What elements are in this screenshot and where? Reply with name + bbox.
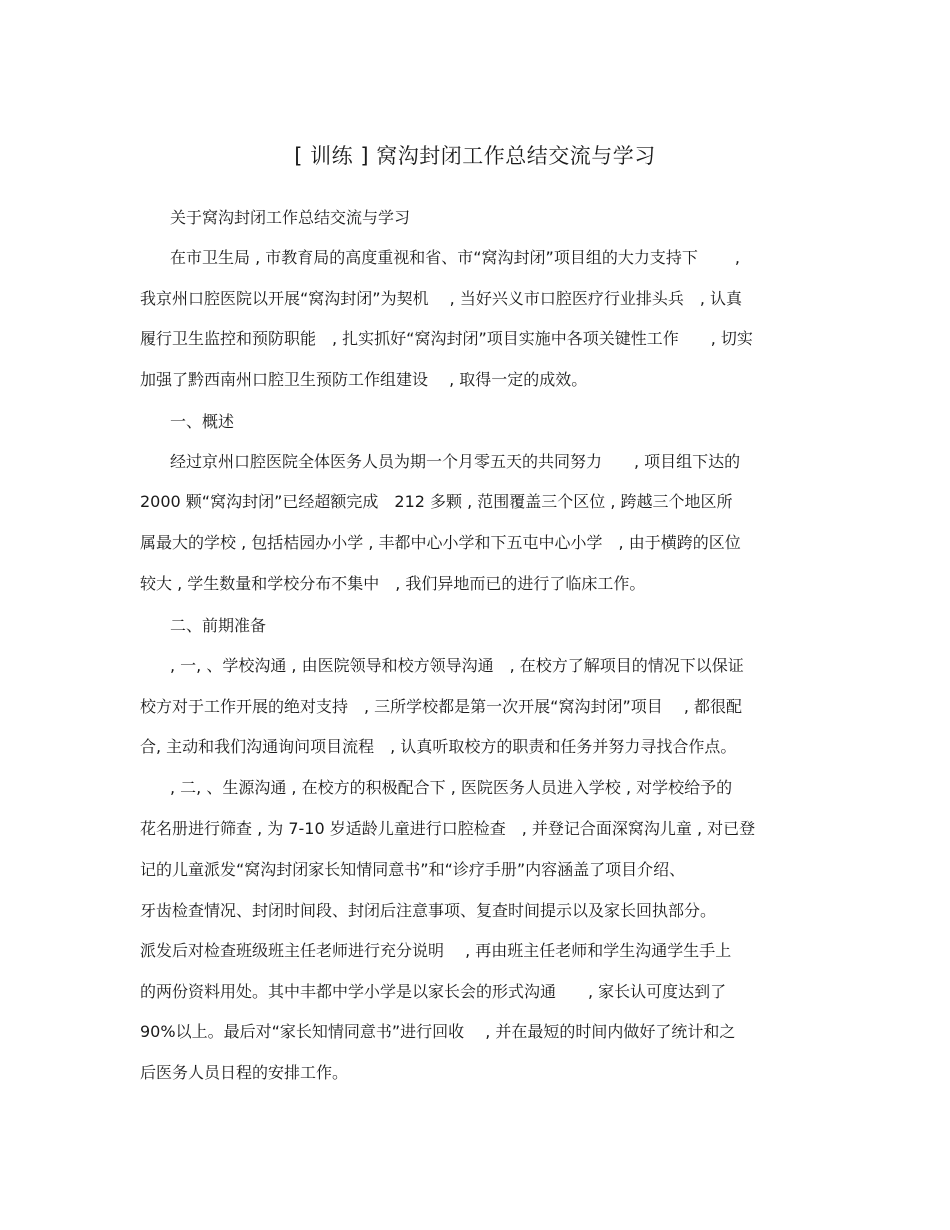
paragraph-line: 2000 颗“窝沟封闭”已经超额完成 212 多颗 , 范围覆盖三个区位 , 跨越三个地区所 bbox=[140, 492, 733, 511]
paragraph-line: 校方对于工作开展的绝对支持 , 三所学校都是第一次开展“窝沟封闭”项目 , 都很配 bbox=[140, 697, 743, 716]
paragraph-line: 花名册进行筛查 , 为 7-10 岁适龄儿童进行口腔检查 , 并登记合面深窝沟儿童 , 对已登 bbox=[140, 819, 756, 838]
paragraph-line: 我京州口腔医院以开展“窝沟封闭”为契机 , 当好兴义市口腔医疗行业排头兵 , 认真 bbox=[140, 289, 743, 308]
paragraph-line: 后医务人员日程的安排工作。 bbox=[140, 1063, 349, 1082]
paragraph-line: 记的儿童派发“窝沟封闭家长知情同意书”和“诊疗手册”内容涵盖了项目介绍、 bbox=[140, 860, 686, 879]
paragraph-line: 的两份资料用处。其中丰都中学小学是以家长会的形式沟通 , 家长认可度达到了 bbox=[140, 982, 727, 1001]
paragraph-line: 经过京州口腔医院全体医务人员为期一个月零五天的共同努力 , 项目组下达的 bbox=[170, 452, 741, 471]
paragraph-line: 牙齿检查情况、封闭时间段、封闭后注意事项、复查时间提示以及家长回执部分。 bbox=[140, 901, 717, 920]
subtitle-line: 关于窝沟封闭工作总结交流与学习 bbox=[170, 208, 411, 227]
paragraph-line: 属最大的学校 , 包括桔园办小学 , 丰都中心小学和下五屯中心小学 , 由于横跨的区位 bbox=[140, 533, 741, 552]
paragraph-line: 派发后对检查班级班主任老师进行充分说明 , 再由班主任老师和学生沟通学生手上 bbox=[140, 941, 732, 960]
paragraph-line: 合, 主动和我们沟通询问项目流程 , 认真听取校方的职责和任务并努力寻找合作点。 bbox=[140, 737, 737, 756]
paragraph-line: 较大 , 学生数量和学校分布不集中 , 我们异地而已的进行了临床工作。 bbox=[140, 574, 646, 593]
document-title: [ 训练 ] 窝沟封闭工作总结交流与学习 bbox=[294, 144, 656, 168]
section-heading-preparation: 二、前期准备 bbox=[170, 616, 267, 635]
paragraph-line: 90%以上。最后对“家长知情同意书”进行回收 , 并在最短的时间内做好了统计和之 bbox=[140, 1022, 736, 1041]
paragraph-line: , 一, 、学校沟通 , 由医院领导和校方领导沟通 , 在校方了解项目的情况下以保证 bbox=[170, 656, 744, 675]
section-heading-overview: 一、概述 bbox=[170, 412, 235, 431]
paragraph-line: 在市卫生局 , 市教育局的高度重视和省、市“窝沟封闭”项目组的大力支持下 , bbox=[170, 248, 741, 267]
paragraph-line: 加强了黔西南州口腔卫生预防工作组建设 , 取得一定的成效。 bbox=[140, 370, 588, 389]
paragraph-line: , 二, 、生源沟通 , 在校方的积极配合下 , 医院医务人员进入学校 , 对学校给予的 bbox=[170, 778, 733, 797]
paragraph-line: 履行卫生监控和预防职能 , 扎实抓好“窝沟封闭”项目实施中各项关键性工作 , 切实 bbox=[140, 329, 753, 348]
